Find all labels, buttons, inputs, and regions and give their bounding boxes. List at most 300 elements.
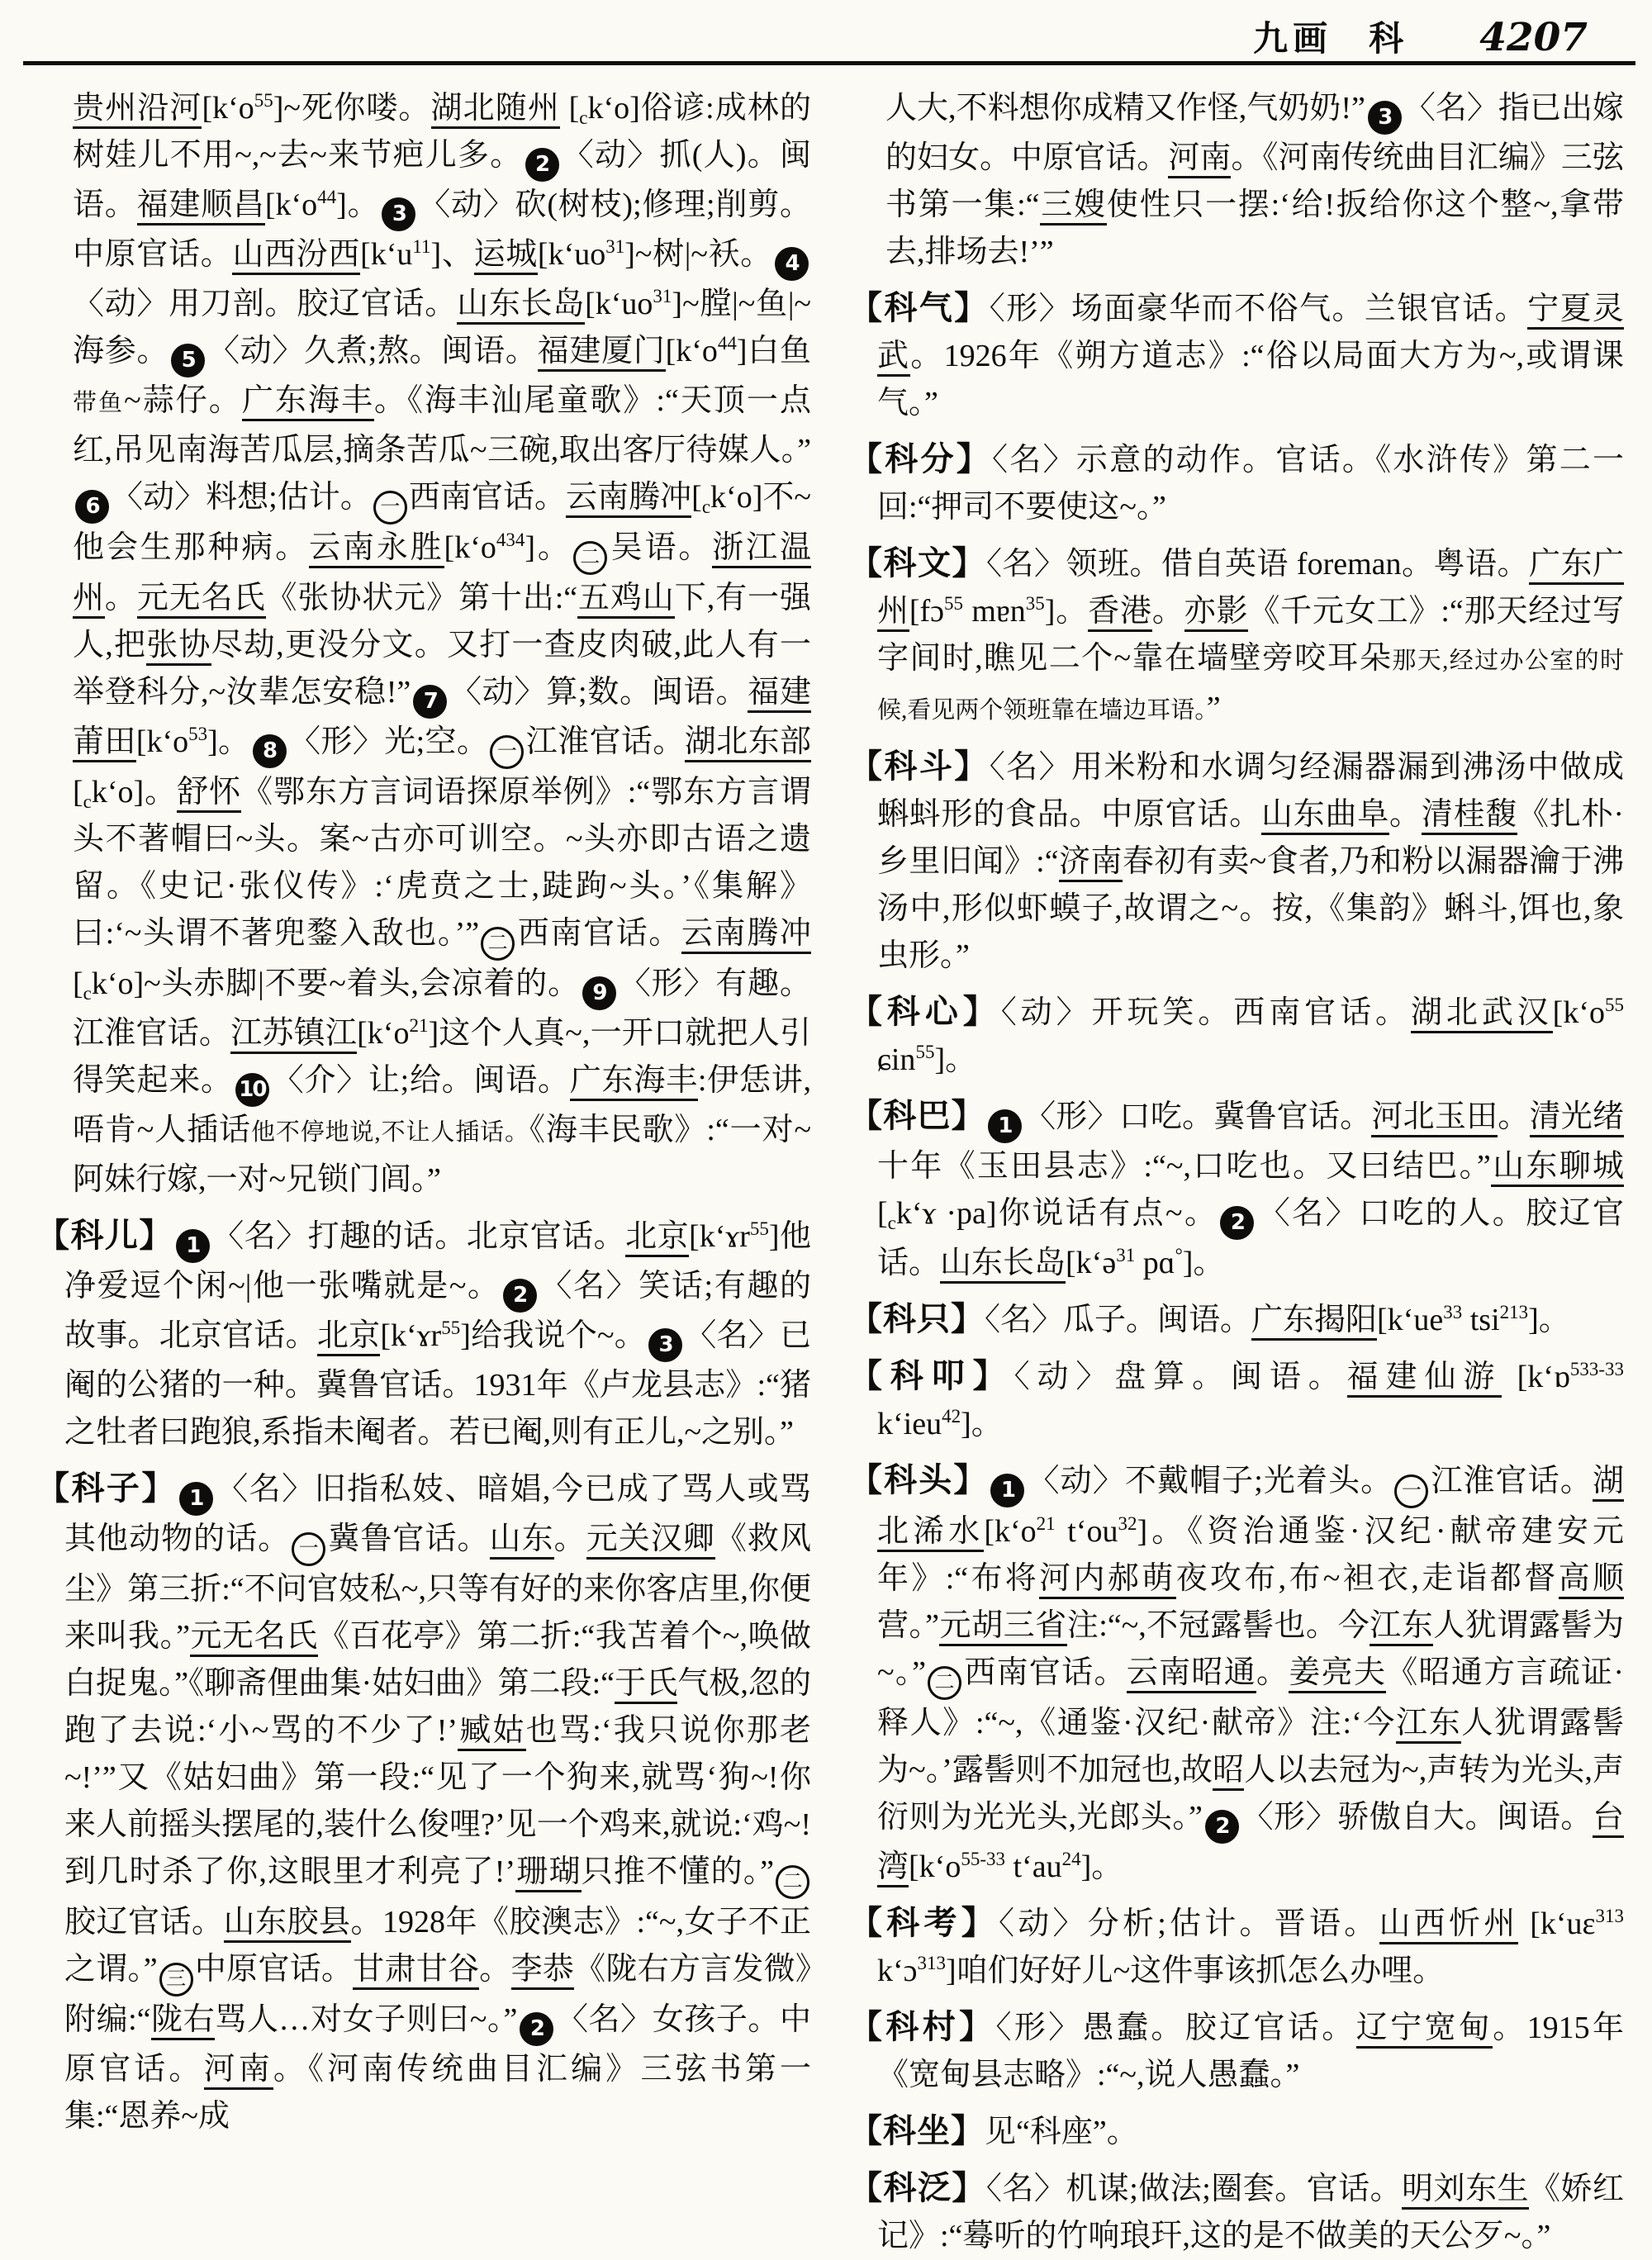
proper-noun-underline: 福建顺昌 bbox=[137, 188, 265, 226]
proper-noun-underline: 元无名氏 bbox=[190, 1619, 318, 1657]
headword: 【科只】 bbox=[849, 1300, 985, 1337]
proper-noun-underline: 云南腾冲 bbox=[681, 916, 811, 954]
text-run: [kʻɒ bbox=[1502, 1360, 1570, 1394]
proper-noun-underline: 福建厦门 bbox=[538, 334, 666, 372]
tone-category-mark: c bbox=[701, 496, 711, 517]
headword: 【科头】 bbox=[849, 1461, 989, 1498]
sense-number-badge: 1 bbox=[179, 1482, 213, 1516]
headword: 【科子】 bbox=[36, 1469, 177, 1507]
text-run: 气极,忽的跑了去说:‘小~骂的不少了!’ bbox=[64, 1666, 811, 1748]
subsense-circle-number: 一 bbox=[490, 735, 524, 769]
sense-number-badge: 9 bbox=[582, 976, 616, 1010]
text-run: 〈名〉口吃的人。胶辽官话。 bbox=[877, 1196, 1624, 1280]
proper-noun-underline: 舒怀 bbox=[177, 775, 241, 813]
text-run: 。《河南传统曲目汇编》三弦书第一集:“ bbox=[885, 140, 1624, 222]
small-gloss: 带鱼 bbox=[73, 390, 125, 416]
tone-superscript: 313 bbox=[917, 1953, 947, 1973]
proper-noun-underline: 元无名氏 bbox=[137, 581, 266, 619]
text-run: 西南官话。 bbox=[516, 916, 682, 951]
tone-superscript: 213 bbox=[1499, 1302, 1529, 1322]
tone-superscript: 55 bbox=[254, 90, 273, 111]
text-run: ]。 bbox=[1044, 594, 1089, 629]
text-run: [kʻuɛ bbox=[1518, 1906, 1596, 1941]
text-run: 〈动〉用刀剖。胶辽官话。 bbox=[73, 287, 458, 321]
text-run: 〈动〉盘算。闽语。 bbox=[1014, 1360, 1347, 1394]
proper-noun-underline: 昭 bbox=[1213, 1753, 1244, 1791]
text-run: ]~树|~袄。 bbox=[624, 237, 772, 272]
text-run: 〈动〉久煮;熬。闽语。 bbox=[207, 334, 538, 368]
sense-number-badge: 1 bbox=[176, 1229, 210, 1263]
sense-number-badge: 3 bbox=[1368, 101, 1402, 135]
sense-number-badge: 3 bbox=[382, 197, 415, 231]
tone-superscript: 55 bbox=[441, 1318, 461, 1338]
tone-superscript: 44 bbox=[717, 333, 737, 354]
headword: 【科村】 bbox=[849, 2008, 996, 2045]
proper-noun-underline: 山东长岛 bbox=[457, 287, 585, 325]
proper-noun-underline: 姜亮夫 bbox=[1289, 1655, 1386, 1693]
tone-superscript: 32 bbox=[1118, 1513, 1137, 1534]
entry-科巴 bbox=[849, 1092, 1624, 1287]
text-run: [kʻɤr bbox=[689, 1219, 750, 1254]
text-run: 〈形〉场面豪华而不俗气。兰银官话。 bbox=[989, 292, 1528, 326]
text-run: 〈动〉开玩笑。西南官话。 bbox=[1000, 995, 1411, 1030]
tone-superscript: 31 bbox=[1116, 1245, 1136, 1265]
text-run: tʻau bbox=[1005, 1849, 1062, 1884]
proper-noun-underline: 清桂馥 bbox=[1422, 797, 1517, 835]
entry-科气 bbox=[849, 284, 1624, 427]
proper-noun-underline: 江苏镇江 bbox=[230, 1016, 357, 1054]
proper-noun-underline: 江东 bbox=[1370, 1608, 1433, 1646]
text-run: [kʻo bbox=[444, 530, 496, 565]
tone-superscript: 21 bbox=[409, 1015, 429, 1036]
tone-superscript: 35 bbox=[1025, 593, 1045, 614]
text-run: ]他净爱逗个闲~|他一张嘴就是~。 bbox=[64, 1219, 811, 1303]
text-run: 。 bbox=[1151, 594, 1184, 629]
proper-noun-underline: 河内 bbox=[1039, 1561, 1108, 1599]
text-run: 《扎朴·乡里旧闻》:“ bbox=[877, 797, 1624, 879]
text-run: ]~死你喽。 bbox=[273, 91, 431, 126]
entry-科叩 bbox=[849, 1352, 1624, 1448]
headword: 【科巴】 bbox=[849, 1097, 985, 1134]
headword: 【科文】 bbox=[849, 544, 986, 582]
text-run: [kʻue bbox=[1377, 1303, 1444, 1337]
text-run: 中原官话。 bbox=[194, 1952, 354, 1987]
text-run: 。1926年《朔方道志》:“俗以局面大方为~,或谓课气。” bbox=[877, 339, 1624, 420]
tone-category-mark: c bbox=[579, 107, 588, 128]
proper-noun-underline: 亦影 bbox=[1184, 594, 1249, 632]
text-run: 《昭通方言疏证·释人》:“~,《通鉴·汉纪·献帝》注:‘今 bbox=[877, 1655, 1624, 1740]
text-run: 《百花亭》第二折:“我苫着个~,唤做白捉鬼。”《聊斋俚曲集·姑妇曲》第二段:“ bbox=[64, 1619, 811, 1701]
text-run: 十年《玉田县志》:“~,口吃也。又曰结巴。” bbox=[877, 1149, 1491, 1184]
proper-noun-underline: 山西忻州 bbox=[1379, 1906, 1519, 1944]
proper-noun-underline: 湖北东部 bbox=[685, 724, 811, 762]
text-run: [kʻo bbox=[202, 91, 254, 126]
tone-category-mark: c bbox=[887, 1213, 896, 1233]
sense-number-badge: 2 bbox=[503, 1279, 537, 1313]
subsense-circle-number: 二 bbox=[776, 1865, 809, 1899]
tone-superscript: 31 bbox=[653, 286, 672, 306]
text-run: 〈形〉骄傲自大。闽语。 bbox=[1241, 1800, 1593, 1835]
proper-noun-underline: 元关汉卿 bbox=[586, 1522, 715, 1560]
text-run: ]。 bbox=[525, 530, 572, 565]
text-run: kʻɤ ·pa]你说话有点~。 bbox=[895, 1196, 1218, 1231]
text-run: 只推不懂的。” bbox=[581, 1854, 774, 1889]
tone-superscript: 313 bbox=[1595, 1906, 1624, 1926]
subsense-circle-number: 二 bbox=[928, 1666, 961, 1700]
text-run: [kʻo bbox=[357, 1016, 410, 1051]
column-left bbox=[36, 85, 811, 2260]
proper-noun-underline: 广东海丰 bbox=[242, 383, 374, 421]
text-run: 〈动〉分析;估计。晋语。 bbox=[998, 1906, 1379, 1941]
proper-noun-underline: 宁夏灵武 bbox=[877, 292, 1624, 377]
proper-noun-underline: 山东胶县 bbox=[224, 1905, 351, 1943]
tone-superscript: 33 bbox=[1443, 1302, 1463, 1322]
text-run: 《陇右方言发微》附编:“ bbox=[64, 1952, 811, 2037]
proper-noun-underline: 辽宁宽甸 bbox=[1356, 2011, 1493, 2049]
text-run: ” bbox=[1206, 691, 1221, 725]
text-run: ]~膛|~鱼|~海参。 bbox=[73, 287, 811, 368]
tone-superscript: 55 bbox=[915, 1042, 935, 1062]
subsense-circle-number: 一 bbox=[1394, 1474, 1428, 1508]
proper-noun-underline: 云南昭通 bbox=[1127, 1655, 1256, 1693]
text-run: 〈名〉机谋;做法;圈套。官话。 bbox=[985, 2172, 1403, 2206]
proper-noun-underline: 河北玉田 bbox=[1371, 1099, 1498, 1137]
tone-superscript: 55 bbox=[944, 593, 964, 614]
proper-noun-underline: 福建莆田 bbox=[73, 675, 811, 762]
proper-noun-underline: 广东海丰 bbox=[570, 1063, 698, 1101]
tone-superscript: 55-33 bbox=[961, 1849, 1005, 1869]
text-run: ]。 bbox=[961, 1407, 1003, 1441]
text-run: 夜攻布,布~袒衣,走诣都督 bbox=[1175, 1561, 1559, 1596]
text-run: 〈名〉旧指私妓、暗娼,今已成了骂人或骂其他动物的话。 bbox=[64, 1472, 811, 1556]
sense-number-badge: 7 bbox=[413, 685, 447, 719]
headword: 【科斗】 bbox=[849, 748, 990, 785]
entry-科分 bbox=[849, 435, 1624, 531]
text-run: 〈名〉笑话;有趣的故事。北京官话。 bbox=[64, 1269, 811, 1353]
proper-noun-underline: 湖北浠水 bbox=[877, 1464, 1624, 1552]
text-run: kʻo]~头赤脚|不要~着头,会凉着的。 bbox=[91, 966, 580, 1001]
entry-科坐 bbox=[849, 2107, 1624, 2156]
proper-noun-underline: 香港 bbox=[1088, 594, 1152, 632]
text-run: 〈名〉指已出嫁的妇女。中原官话。 bbox=[885, 91, 1624, 175]
text-run: 《娇红记》:“蓦听的竹响琅玕,这的是不做美的天公歹~。” bbox=[877, 2172, 1624, 2253]
text-run: :伊恁讲,唔肯~人插话 bbox=[73, 1063, 811, 1147]
tone-superscript: 434 bbox=[496, 529, 525, 550]
proper-noun-underline: 北京 bbox=[625, 1219, 689, 1257]
text-run: [ bbox=[877, 1196, 888, 1231]
text-run: [kʻo bbox=[135, 724, 189, 759]
text-run: 〈名〉打趣的话。北京官话。 bbox=[211, 1219, 626, 1254]
sense-number-badge: 2 bbox=[520, 2012, 553, 2046]
text-run: 〈名〉已阉的公猪的一种。冀鲁官话。1931年《卢龙县志》:“猪之牡者曰跑狼,系指未阉者。若已阉,则有正儿,~之别。” bbox=[64, 1318, 811, 1450]
text-run: 〈形〉口吃。冀鲁官话。 bbox=[1023, 1099, 1372, 1134]
entry-科斗 bbox=[849, 743, 1624, 980]
text-run: ɕin bbox=[877, 1042, 916, 1077]
proper-noun-underline: 河南 bbox=[1168, 140, 1231, 178]
headword: 【科气】 bbox=[849, 289, 990, 326]
tone-superscript: 55 bbox=[1604, 995, 1624, 1015]
proper-noun-underline: 山东曲阜 bbox=[1261, 797, 1389, 835]
text-run: 下,有一强人,把 bbox=[73, 581, 811, 662]
text-run: 〈动〉不戴帽子;光着头。 bbox=[1027, 1464, 1393, 1498]
text-run: 营。” bbox=[877, 1608, 939, 1643]
text-run: 尽劫,更没分文。又打一查皮肉破,此人有一举登科分,~汝辈怎安稳!” bbox=[73, 628, 811, 710]
text-run: tʻou bbox=[1055, 1514, 1118, 1549]
proper-noun-underline: 山东长岛 bbox=[940, 1246, 1066, 1284]
text-run: kʻo]不~他会生那种病。 bbox=[73, 480, 811, 565]
proper-noun-underline: 广东广州 bbox=[877, 547, 1624, 632]
entry-科泛 bbox=[849, 2164, 1624, 2260]
text-run: [ bbox=[691, 480, 702, 515]
text-run: ]给我说个~。 bbox=[460, 1318, 647, 1353]
text-run: ]。 bbox=[207, 724, 250, 759]
text-run: 注:“~,不冠露髻也。今 bbox=[1066, 1608, 1370, 1643]
text-run: 春初有卖~食者,乃和粉以漏器瀹于沸汤中,形似虾蟆子,故谓之~。按,《集韵》蝌斗,饵也,象虫形。” bbox=[877, 844, 1624, 973]
proper-noun-underline: 河南 bbox=[204, 2052, 273, 2090]
text-run: [fɔ bbox=[909, 594, 945, 629]
text-run: ]这个人真~,一开口就把人引得笑起来。 bbox=[73, 1016, 811, 1098]
text-run: ]。 bbox=[1528, 1303, 1570, 1337]
text-run: 。 bbox=[1256, 1655, 1289, 1690]
tone-superscript: 11 bbox=[412, 236, 431, 257]
text-run: [kʻo bbox=[1552, 995, 1605, 1030]
column-right bbox=[849, 85, 1624, 2260]
text-run: 〈动〉抓(人)。闽语。 bbox=[73, 138, 811, 222]
headword: 【科坐】 bbox=[849, 2112, 985, 2149]
sense-number-badge: 10 bbox=[235, 1073, 269, 1107]
tone-superscript: 55 bbox=[749, 1218, 769, 1239]
text-run: 也骂:‘我只说你那老~!’”又《姑妇曲》第一段:“见了一个狗来,就骂‘狗~!你来人前摇头摆尾的,装什么俊哩?’见一个鸡来,就说:‘鸡~!到几时杀了你,这眼里才利亮了!’ bbox=[64, 1713, 811, 1889]
entry-科村 bbox=[849, 2003, 1624, 2099]
text-run: [kʻuo bbox=[585, 287, 653, 321]
text-run: [kʻo bbox=[264, 188, 318, 222]
headword: 【科泛】 bbox=[849, 2169, 986, 2206]
text-run: 〈名〉领班。借自英语 foreman。粤语。 bbox=[985, 547, 1529, 582]
proper-noun-underline: 臧姑 bbox=[458, 1713, 526, 1751]
sense-number-badge: 8 bbox=[253, 734, 287, 768]
proper-noun-underline: 云南永胜 bbox=[309, 530, 444, 568]
page-number: 4207 bbox=[1479, 15, 1588, 60]
small-gloss: 那天,经过办公室的时候,看见两个领班靠在墙边耳语。 bbox=[877, 648, 1624, 724]
text-run: 。 bbox=[1389, 797, 1422, 832]
text-run: 。《河南传统曲目汇编》三弦书第一集:“恩养~成 bbox=[64, 2052, 811, 2134]
tone-superscript: 24 bbox=[1061, 1849, 1081, 1869]
sense-number-badge: 3 bbox=[648, 1328, 682, 1362]
text-run: 。《海丰汕尾童歌》:“天顶一点红,吊见南海苦瓜层,摘条苦瓜~三碗,取出客厅待媒人。” bbox=[73, 383, 811, 468]
text-run: 。1928年《胶澳志》:“~,女子不正之谓。” bbox=[64, 1905, 811, 1987]
tone-category-mark: c bbox=[83, 983, 92, 1004]
proper-noun-underline: 台湾 bbox=[877, 1800, 1624, 1887]
text-run: [kʻo bbox=[909, 1849, 961, 1884]
text-run: 〈形〉有趣。江淮官话。 bbox=[73, 966, 811, 1051]
text-run: mɐn bbox=[963, 594, 1026, 629]
text-run: [kʻu bbox=[360, 237, 413, 272]
proper-noun-underline: 湖北武汉 bbox=[1411, 995, 1553, 1033]
text-run: 〈动〉料想;估计。 bbox=[112, 480, 372, 515]
proper-noun-underline: 三嫂 bbox=[1040, 188, 1107, 226]
text-run: [ bbox=[73, 775, 83, 810]
text-run: 〈形〉光;空。 bbox=[288, 724, 489, 759]
sense-number-badge: 1 bbox=[988, 1109, 1022, 1143]
tone-superscript: 42 bbox=[942, 1406, 961, 1427]
text-run: 。1915年《宽甸县志略》:“~,说人愚蠢。” bbox=[877, 2011, 1624, 2092]
text-run: 《鄂东方言词语探原举例》:“鄂东方言谓头不著帽曰~头。案~古亦可训空。~头亦即古语之遗留。《史记·张仪传》:‘虎贲之士,跿跔~头。’《集解》曰:‘~头谓不著兜鍪入敌也。’” bbox=[73, 775, 811, 951]
entry-科只 bbox=[849, 1295, 1624, 1344]
sense-number-badge: 6 bbox=[75, 490, 109, 524]
text-run: ]。 bbox=[1182, 1246, 1225, 1280]
proper-noun-underline: 济南 bbox=[1059, 844, 1123, 882]
text-run: 〈动〉算;数。闽语。 bbox=[449, 675, 748, 710]
text-run: 江淮官话。 bbox=[525, 724, 685, 759]
proper-noun-underline: 张协 bbox=[146, 628, 211, 666]
text-run: tsi bbox=[1462, 1303, 1500, 1337]
proper-noun-underline: 陇右 bbox=[151, 2002, 216, 2040]
proper-noun-underline: 云南腾冲 bbox=[566, 480, 691, 518]
page-header bbox=[0, 0, 1652, 60]
tone-superscript: 44 bbox=[317, 187, 337, 207]
text-run: kʻɔ bbox=[877, 1954, 918, 1988]
text-run: 西南官话。 bbox=[963, 1655, 1127, 1690]
proper-noun-underline: 五鸡山 bbox=[577, 581, 675, 619]
entry-科文 bbox=[849, 539, 1624, 734]
text-run: kʻieu bbox=[877, 1407, 942, 1441]
text-run: 骂人…对女子则曰~。” bbox=[215, 2002, 518, 2037]
proper-noun-underline: 清光绪 bbox=[1530, 1099, 1624, 1137]
tone-superscript: 31 bbox=[605, 236, 625, 257]
text-run: 〈名〉用米粉和水调匀经漏器漏到沸汤中做成蝌蚪形的食品。中原官话。 bbox=[877, 750, 1625, 832]
text-run: [kʻɤr bbox=[380, 1318, 442, 1353]
text-run: 胶辽官话。 bbox=[64, 1905, 224, 1940]
entry-科考 bbox=[849, 1899, 1624, 1995]
entry-科儿 bbox=[36, 1212, 811, 1456]
proper-noun-underline: 郝萌 bbox=[1108, 1561, 1176, 1599]
text-run: 人以去冠为~,声转为光头,声衍则为光光头,光郎头。” bbox=[877, 1753, 1624, 1835]
tone-category-mark: c bbox=[83, 791, 92, 812]
text-run: ]。 bbox=[1080, 1849, 1123, 1884]
proper-noun-underline: 李恭 bbox=[511, 1952, 575, 1990]
proper-noun-underline: 山西汾西 bbox=[232, 237, 360, 275]
text-run: ]。 bbox=[336, 188, 380, 222]
text-run: 人大,不料想你成精又作怪,气奶奶!” bbox=[885, 91, 1365, 126]
small-gloss: 他不停地说,不让人插话。 bbox=[250, 1119, 529, 1146]
sense-number-badge: 5 bbox=[171, 344, 205, 377]
text-run: pɑ bbox=[1135, 1246, 1175, 1280]
proper-noun-underline: 广东揭阳 bbox=[1251, 1303, 1377, 1341]
entry-科子 bbox=[36, 1465, 811, 2140]
proper-noun-underline: 山东聊城 bbox=[1491, 1149, 1624, 1187]
proper-noun-underline: 湖北随州 bbox=[431, 91, 560, 129]
proper-noun-underline: 贵州沿河 bbox=[73, 91, 202, 129]
proper-noun-underline: 高顺 bbox=[1559, 1561, 1624, 1599]
text-run: 〈形〉愚蠢。胶辽官话。 bbox=[995, 2011, 1356, 2045]
text-run: [kʻo bbox=[665, 334, 718, 368]
text-run: 〈动〉砍(树枝);修理;削剪。中原官话。 bbox=[73, 188, 811, 272]
entry-continuation bbox=[849, 85, 1624, 276]
text-run: kʻo]俗谚:成林的树娃儿不用~,~去~来节疤儿多。 bbox=[73, 91, 811, 173]
proper-noun-underline: 珊瑚 bbox=[515, 1854, 582, 1892]
text-run: 。 bbox=[104, 581, 137, 615]
sense-number-badge: 2 bbox=[1220, 1206, 1254, 1240]
text-run: ]。 bbox=[934, 1042, 977, 1077]
sense-number-badge: 4 bbox=[775, 247, 809, 281]
headword: 【科考】 bbox=[849, 1904, 999, 1941]
text-run: [kʻo bbox=[984, 1514, 1037, 1549]
sense-number-badge: 2 bbox=[525, 148, 559, 182]
text-run: kʻo]。 bbox=[91, 775, 178, 810]
radical-label: 科 bbox=[1369, 21, 1404, 59]
subsense-circle-number: 一 bbox=[292, 1532, 325, 1566]
text-run: 〈名〉示意的动作。官话。《水浒传》第二一回:“押司不要使这~。” bbox=[877, 443, 1624, 525]
tone-superscript: ° bbox=[1175, 1245, 1183, 1265]
text-run: 。 bbox=[553, 1522, 586, 1556]
text-run: 人犹谓露髻为~。’露髻则不加冠也,故 bbox=[877, 1706, 1624, 1788]
text-run: 《海丰民歌》:“一对~阿妹行嫁,一对~兄锁门闾。” bbox=[73, 1113, 811, 1197]
text-run: [kʻə bbox=[1066, 1246, 1117, 1280]
sense-number-badge: 1 bbox=[990, 1474, 1024, 1507]
subsense-circle-number: 二 bbox=[573, 541, 607, 575]
entry-continuation bbox=[36, 85, 811, 1204]
text-run: 〈介〉让;给。闽语。 bbox=[271, 1063, 570, 1098]
proper-noun-underline: 山东 bbox=[490, 1522, 554, 1560]
text-run: 吴语。 bbox=[608, 530, 713, 565]
tone-superscript: 53 bbox=[188, 724, 208, 744]
entry-科头 bbox=[849, 1456, 1624, 1891]
text-run: [ bbox=[559, 91, 580, 126]
proper-noun-underline: 浙江温州 bbox=[73, 530, 811, 619]
proper-noun-underline: 于氏 bbox=[615, 1666, 677, 1704]
headword: 【科心】 bbox=[849, 993, 1001, 1030]
proper-noun-underline: 北京 bbox=[317, 1318, 380, 1356]
text-run: 西南官话。 bbox=[408, 480, 567, 515]
text-run: [kʻuo bbox=[537, 237, 606, 272]
proper-noun-underline: 江东 bbox=[1396, 1706, 1461, 1744]
proper-noun-underline: 甘肃甘谷 bbox=[353, 1952, 479, 1990]
text-run: 。 bbox=[479, 1952, 511, 1987]
proper-noun-underline: 福建仙游 bbox=[1347, 1360, 1502, 1398]
subsense-circle-number: 二 bbox=[481, 927, 515, 961]
entry-科心 bbox=[849, 988, 1624, 1084]
text-run: 使性只一摆:‘给!扳给你这个整~,拿带去,排场去!’” bbox=[885, 188, 1624, 269]
headword: 【科分】 bbox=[849, 440, 993, 477]
proper-noun-underline: 运城 bbox=[474, 237, 538, 275]
text-run: ]咱们好好儿~这件事该抓怎么办哩。 bbox=[946, 1954, 1445, 1988]
headword: 【科叩】 bbox=[849, 1357, 1014, 1394]
text-run: ]白鱼 bbox=[736, 334, 811, 368]
headword: 【科儿】 bbox=[36, 1217, 173, 1254]
stroke-section-label: 九画 bbox=[1253, 21, 1333, 59]
sense-number-badge: 2 bbox=[1205, 1810, 1239, 1844]
text-run: 冀鲁官话。 bbox=[327, 1522, 490, 1556]
text-run: ~蒜仔。 bbox=[124, 383, 242, 418]
proper-noun-underline: 明刘东生 bbox=[1402, 2172, 1529, 2210]
text-run: 〈名〉女孩子。中原官话。 bbox=[64, 2002, 811, 2087]
text-run: 。 bbox=[1498, 1099, 1530, 1134]
subsense-circle-number: 三 bbox=[159, 1963, 193, 1996]
text-run: 江淮官话。 bbox=[1430, 1464, 1593, 1498]
text-run: 《张协状元》第十出:“ bbox=[265, 581, 578, 615]
text-run: ]、 bbox=[430, 237, 474, 272]
tone-superscript: 533-33 bbox=[1569, 1359, 1624, 1379]
text-run: 《千元女工》:“那天经过写字间时,瞧见二个~靠在墙壁旁咬耳朵 bbox=[877, 594, 1624, 676]
tone-superscript: 21 bbox=[1036, 1513, 1056, 1534]
text-run: 〈名〉瓜子。闽语。 bbox=[985, 1303, 1252, 1337]
subsense-circle-number: 一 bbox=[373, 491, 407, 525]
text-run: ]。《资治通鉴·汉纪·献帝建安元年》:“布将 bbox=[877, 1514, 1624, 1596]
text-run: 见“科座”。 bbox=[985, 2115, 1138, 2149]
text-run: 人犹谓露髻为~。” bbox=[877, 1608, 1624, 1690]
text-run: 《救风尘》第三折:“不问官妓私~,只等有好的来你客店里,你便来叫我。” bbox=[64, 1522, 811, 1654]
proper-noun-underline: 元胡三省 bbox=[939, 1608, 1067, 1646]
